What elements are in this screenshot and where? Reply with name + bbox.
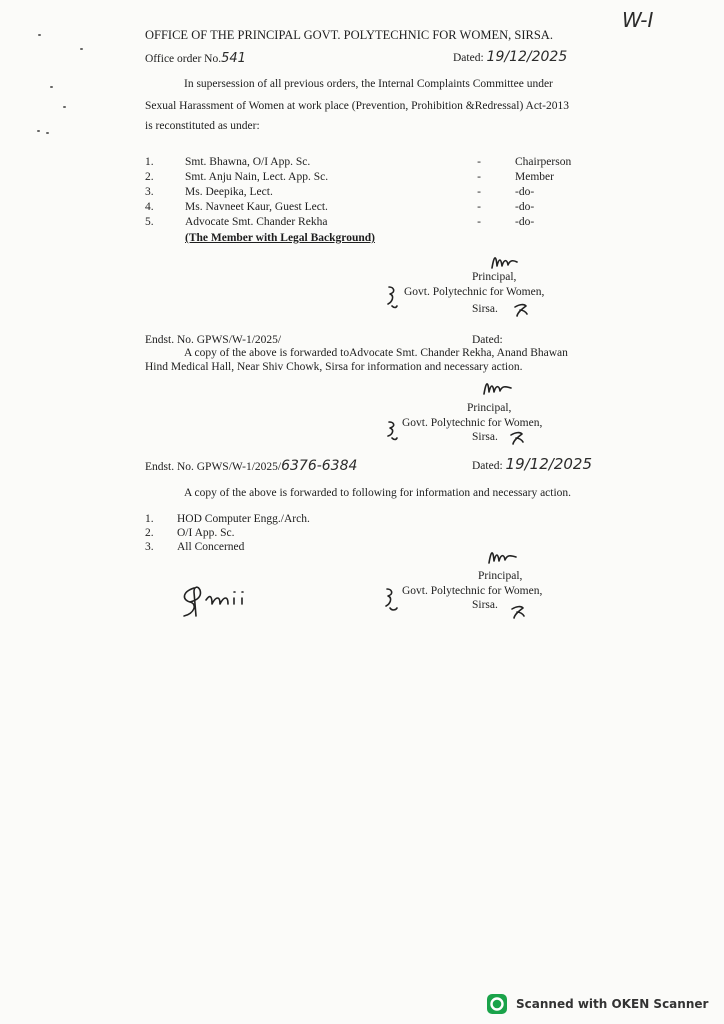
member-number: 2. (145, 171, 154, 183)
initials-signature (382, 586, 402, 614)
legal-background-note: (The Member with Legal Background) (185, 232, 375, 244)
scanner-footer (486, 993, 708, 1015)
scan-speck (37, 130, 40, 132)
endst-1-line-1: A copy of the above is forwarded toAdvocate Smt. Chander Rekha, Anand Bhawan (184, 347, 568, 359)
member-name: Smt. Bhawna, O/I App. Sc. (185, 156, 311, 168)
recipient-number: 1. (145, 513, 154, 525)
scanner-footer-text: Scanned with OKEN Scanner (516, 997, 709, 1011)
member-role: -do- (515, 201, 535, 213)
handwritten-date: 19/12/2025 (486, 49, 568, 65)
tick-mark (512, 302, 532, 318)
corner-mark: W-I (622, 8, 654, 32)
member-number: 3. (145, 186, 154, 198)
dated-label: Dated: (472, 460, 503, 472)
member-role: -do- (515, 216, 535, 228)
dated-label: Dated: (453, 52, 484, 64)
scan-speck (46, 132, 49, 134)
member-role: -do- (515, 186, 535, 198)
member-role: Member (515, 171, 554, 183)
handwritten-signature (176, 582, 276, 622)
recipient-text: O/I App. Sc. (177, 527, 235, 539)
signature-place: Sirsa. (472, 303, 498, 315)
member-name: Smt. Anju Nain, Lect. App. Sc. (185, 171, 329, 183)
member-name: Ms. Navneet Kaur, Guest Lect. (185, 201, 328, 213)
endst-2-number: 6376-6384 (281, 458, 358, 474)
office-order-number: 541 (221, 51, 246, 66)
scan-speck (80, 48, 83, 50)
member-dash: - (477, 216, 481, 228)
recipient-number: 3. (145, 541, 154, 553)
intro-line-2: Sexual Harassment of Women at work place (Prevention, Prohibition &Redressal) Act-2013 (145, 100, 569, 112)
signature-place: Sirsa. (472, 599, 498, 611)
endst-1-label: Endst. No. GPWS/W-1/2025/ (145, 334, 282, 346)
member-role: Chairperson (515, 156, 572, 168)
tick-mark (508, 430, 528, 446)
scan-speck (38, 34, 41, 36)
oken-scanner-logo-icon (486, 993, 508, 1015)
scan-speck (50, 86, 53, 88)
member-name: Advocate Smt. Chander Rekha (185, 216, 328, 228)
principal-signature (486, 545, 522, 567)
endst-2-line (145, 459, 357, 474)
member-dash: - (477, 201, 481, 213)
intro-line-1: In supersession of all previous orders, the Internal Complaints Committee under (184, 78, 553, 90)
signature-title: Principal, (472, 271, 517, 283)
scan-speck (63, 106, 66, 108)
office-order-line (145, 52, 246, 66)
endst-2-label: Endst. No. GPWS/W-1/2025/ (145, 461, 282, 473)
member-number: 4. (145, 201, 154, 213)
recipient-number: 2. (145, 527, 154, 539)
office-header: OFFICE OF THE PRINCIPAL GOVT. POLYTECHNIC FOR WOMEN, SIRSA. (145, 28, 553, 42)
recipient-text: HOD Computer Engg./Arch. (177, 513, 310, 525)
endst-2-line-1: A copy of the above is forwarded to following for information and necessary action. (184, 487, 572, 499)
intro-line-3: is reconstituted as under: (145, 120, 260, 132)
endst-1-line-2: Hind Medical Hall, Near Shiv Chowk, Sirsa for information and necessary action. (145, 361, 523, 373)
signature-place: Sirsa. (472, 431, 498, 443)
signature-office: Govt. Polytechnic for Women, (402, 585, 543, 597)
endst-1-dated: Dated: (472, 334, 503, 346)
member-dash: - (477, 156, 481, 168)
initials-signature (384, 419, 402, 443)
principal-signature (489, 250, 523, 272)
endst-2-date (472, 457, 592, 473)
handwritten-date: 19/12/2025 (505, 455, 592, 473)
signature-office: Govt. Polytechnic for Women, (402, 417, 543, 429)
member-dash: - (477, 171, 481, 183)
tick-mark (509, 604, 529, 622)
recipient-text: All Concerned (177, 541, 245, 553)
office-order-date (453, 50, 567, 65)
signature-office: Govt. Polytechnic for Women, (404, 286, 545, 298)
initials-signature (384, 284, 402, 312)
member-name: Ms. Deepika, Lect. (185, 186, 273, 198)
office-order-label: Office order No. (145, 53, 222, 65)
principal-signature (481, 376, 517, 398)
signature-title: Principal, (467, 402, 512, 414)
member-number: 1. (145, 156, 154, 168)
signature-title: Principal, (478, 570, 523, 582)
member-dash: - (477, 186, 481, 198)
member-number: 5. (145, 216, 154, 228)
